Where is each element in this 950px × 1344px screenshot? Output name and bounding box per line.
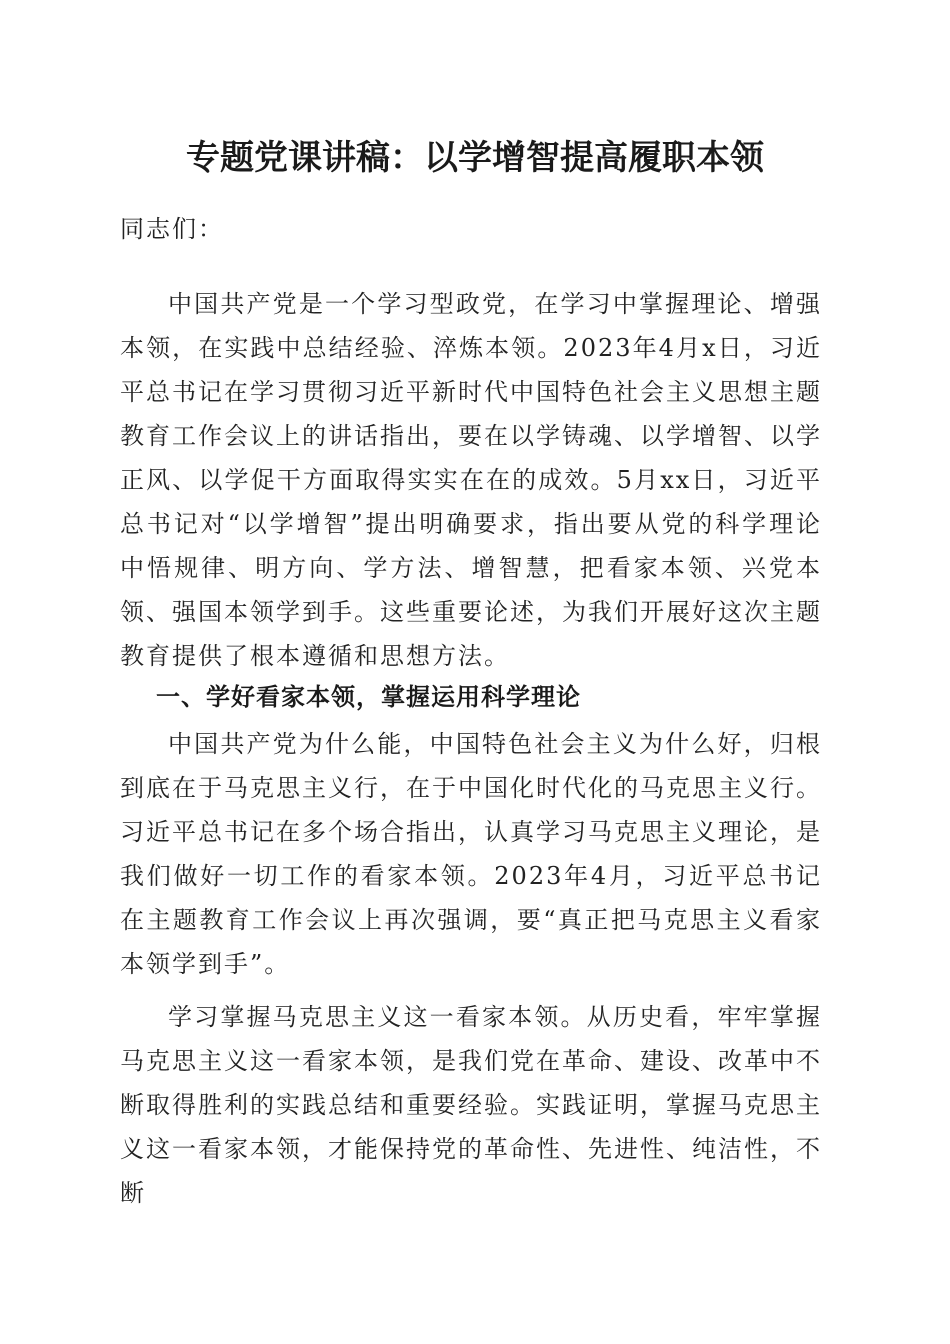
salutation: 同志们： bbox=[120, 215, 224, 243]
section-heading: 一、学好看家本领，掌握运用科学理论 bbox=[156, 683, 581, 711]
document-title: 专题党课讲稿：以学增智提高履职本领 bbox=[186, 138, 764, 178]
intro-paragraph: 中国共产党是一个学习型政党，在学习中掌握理论、增强本领，在实践中总结经验、淬炼本领。2023年4月x日，习近平总书记在学习贯彻习近平新时代中国特色社会主义思想主题教育工作会议上的讲话指出，要在以学铸魂、以学增智、以学正风、以学促干方面取得实实在在的成效。5月xx日，习近平总书记对“以学增智”提出明确要求，指出要从党的科学理论中悟规律、明方向、学方法、增智慧，把看家本领、兴党本领、强国本领学到手。这些重要论述，为我们开展好这次主题教育提供了根本遵循和思想方法。 bbox=[120, 290, 822, 670]
section-paragraph-2: 学习掌握马克思主义这一看家本领。从历史看，牢牢掌握马克思主义这一看家本领，是我们党在革命、建设、改革中不断取得胜利的实践总结和重要经验。实践证明，掌握马克思主义这一看家本领，才能保持党的革命性、先进性、纯洁性，不断 bbox=[120, 1003, 822, 1207]
section-paragraph-1: 中国共产党为什么能，中国特色社会主义为什么好，归根到底在于马克思主义行，在于中国化时代化的马克思主义行。习近平总书记在多个场合指出，认真学习马克思主义理论，是我们做好一切工作的看家本领。2023年4月，习近平总书记在主题教育工作会议上再次强调，要“真正把马克思主义看家本领学到手”。 bbox=[120, 730, 822, 978]
